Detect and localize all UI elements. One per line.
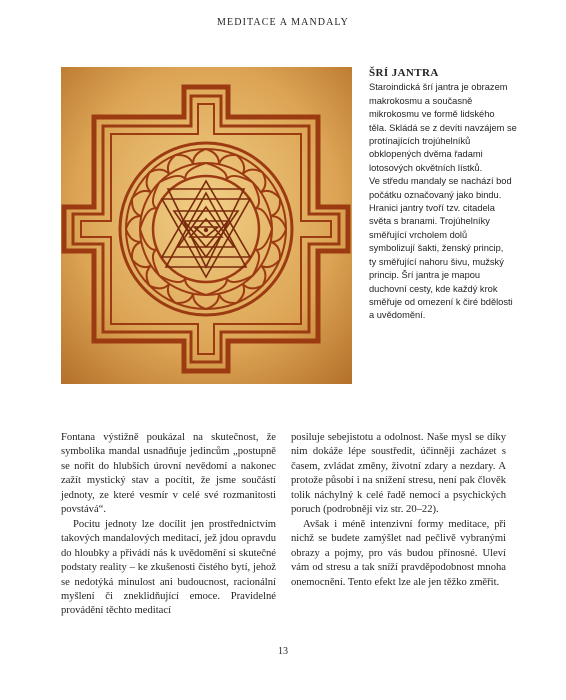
caption-line: směřuje od omezení k čiré bdělosti bbox=[369, 296, 513, 307]
caption-line: symbolizují šakti, ženský princip, bbox=[369, 243, 504, 254]
bindu-point bbox=[204, 228, 208, 232]
sri-yantra-figure bbox=[61, 67, 352, 384]
caption-line: Staroindická šrí jantra je obrazem bbox=[369, 82, 508, 93]
body-paragraph: Pocitu jednoty lze docílit jen prostřednictvím takových mandalových meditací, jež jdou opravdu do hloubky a přivádí nás k uvědomění si skutečné podstaty reality – ke zkušenosti čistého bytí, jehož se nedotýká minulost ani budoucnost, racionální myšlení či zneklidňující emoce. Pravidelné provádění těchto meditací bbox=[61, 518, 276, 617]
body-paragraph: Fontana výstižně poukázal na skutečnost, že symbolika mandal usnadňuje jedincům „postupně se nořit do hlubších úrovní nevědomí a nakonec zažít mystický stav a pocítit, že jsme součástí jednoty, ze které vesmír v celé své rozmanitosti povstává“. bbox=[61, 432, 276, 516]
caption-line: těla. Skládá se z devíti navzájem se bbox=[369, 122, 517, 133]
caption-line: počátku označovaný jako bindu. bbox=[369, 189, 502, 200]
sri-yantra-image bbox=[61, 67, 352, 384]
caption-line: Ve středu mandaly se nachází bod bbox=[369, 176, 512, 187]
figure-caption bbox=[369, 67, 519, 323]
caption-line: princip. Šrí jantra je mapou bbox=[369, 270, 481, 281]
caption-line: lotosových okvětních lístků. bbox=[369, 162, 483, 173]
body-paragraph-continued: posiluje sebejistotu a odolnost. Naše mysl se díky nim dokáže lépe soustředit, účinněji zacházet s časem, zvládat změny, životní zdary a nezdary. A protože působí i na snížení stresu, není pak člověk tolik náchylný k celé řadě nemocí a psychických poruch (podrobněji viz str. 20–22). bbox=[291, 432, 506, 516]
caption-body bbox=[369, 81, 519, 322]
caption-line: Hranici jantry tvoří tzv. citadela bbox=[369, 203, 495, 214]
body-column-right bbox=[291, 431, 506, 590]
caption-line: protínajících trojúhelníků bbox=[369, 136, 471, 147]
body-paragraph: Avšak i méně intenzivní formy meditace, při nichž se budete zamýšlet nad pečlivě vybranými obrazy a pojmy, pro vás budou přínosné. Uleví vám od stresu a tak sníží pravděpodobnost mnoha onemocnění. Tento efekt lze ale jen těžko změřit. bbox=[291, 518, 506, 588]
body-column-left bbox=[61, 431, 276, 619]
caption-line: duchovní cesty, kde každý krok bbox=[369, 283, 498, 294]
caption-line: a uvědomění. bbox=[369, 310, 426, 321]
page-number: 13 bbox=[278, 646, 288, 657]
caption-line: obklopených dvěma řadami bbox=[369, 149, 483, 160]
caption-line: makrokosmu a současně bbox=[369, 95, 473, 106]
caption-line: směřující vrcholem dolů bbox=[369, 229, 468, 240]
caption-title: ŠRÍ JANTRA bbox=[369, 67, 439, 79]
caption-line: ty směřující nahoru šivu, mužský bbox=[369, 256, 504, 267]
running-head: MEDITACE A MANDALY bbox=[217, 17, 349, 28]
caption-line: světa s branami. Trojúhelníky bbox=[369, 216, 490, 227]
caption-line: mikrokosmu ve formě lidského bbox=[369, 109, 495, 120]
